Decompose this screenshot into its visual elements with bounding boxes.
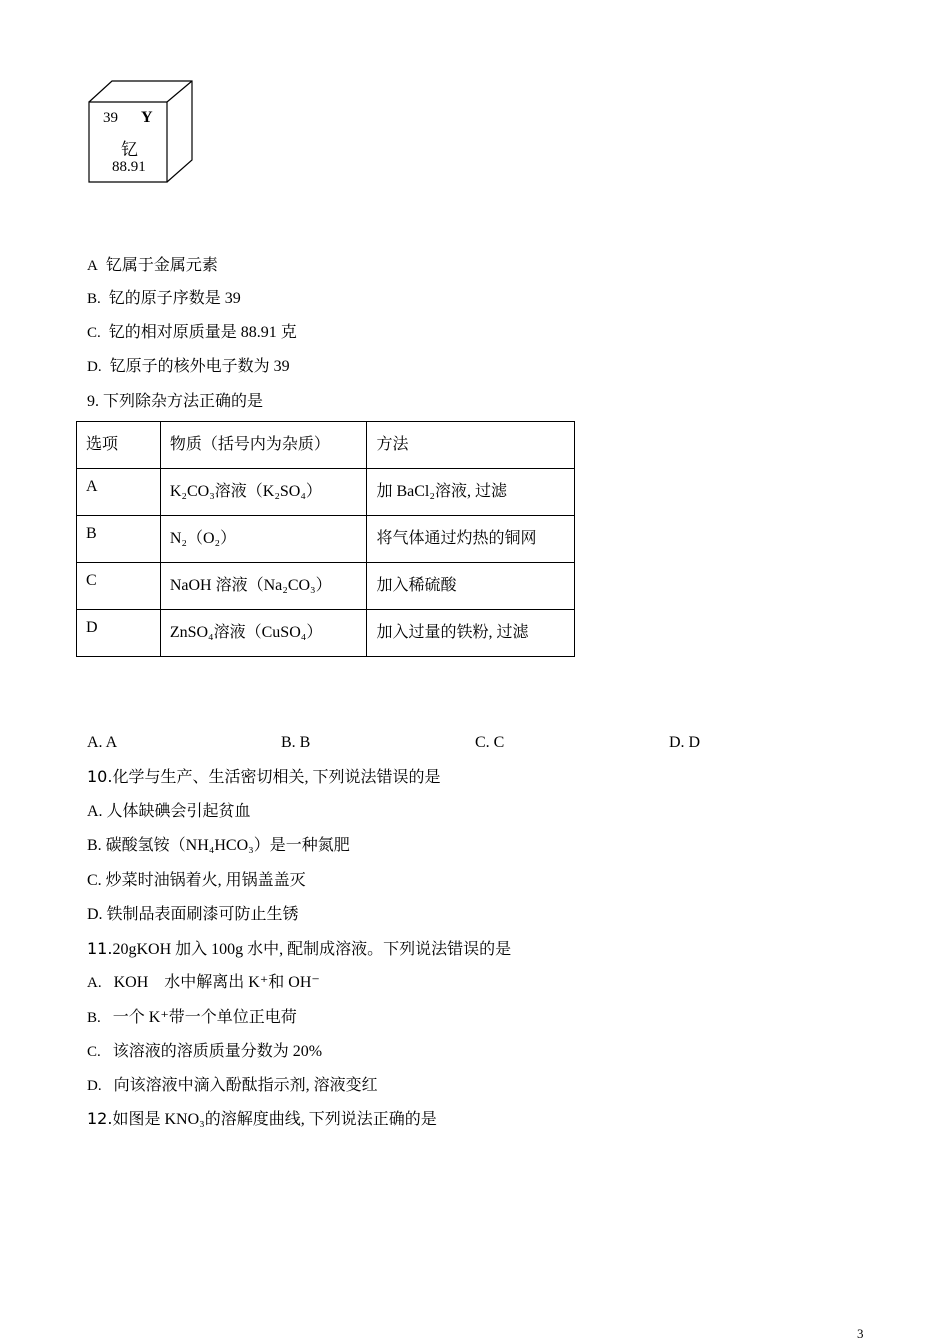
q11-option-d: D. 向该溶液中滴入酚酞指示剂, 溶液变红 xyxy=(87,1077,378,1094)
q11-option-b: B. 一个 K⁺带一个单位正电荷 xyxy=(87,1009,297,1026)
row-method: 加入稀硫酸 xyxy=(367,563,575,610)
table-row xyxy=(77,563,575,610)
q11-option-c: C. 该溶液的溶质质量分数为 20% xyxy=(87,1043,323,1060)
table-row xyxy=(77,516,575,563)
row-method: 加 BaCl₂溶液, 过滤 xyxy=(367,469,575,516)
row-substance: N₂（O₂） xyxy=(160,516,367,563)
q10-stem: 10.化学与生产、生活密切相关, 下列说法错误的是 xyxy=(87,767,441,786)
q10-option-d: D. 铁制品表面刷漆可防止生锈 xyxy=(87,906,299,923)
q9-table xyxy=(76,421,575,657)
q10-option-c: C. 炒菜时油锅着火, 用锅盖盖灭 xyxy=(87,872,306,889)
row-substance: K₂CO₃溶液（K₂SO₄） xyxy=(160,469,367,516)
element-symbol: Y xyxy=(141,109,153,126)
row-option: C xyxy=(77,563,161,610)
row-method: 将气体通过灼热的铜网 xyxy=(367,516,575,563)
q8-option-a: A 钇属于金属元素 xyxy=(87,257,218,274)
atomic-mass: 88.91 xyxy=(112,159,146,175)
element-card-yttrium xyxy=(86,80,196,186)
header-substance: 物质（括号内为杂质） xyxy=(160,422,367,469)
q9-answer-b: B. B xyxy=(281,734,311,751)
row-option: B xyxy=(77,516,161,563)
q9-answer-a: A. A xyxy=(87,734,118,751)
q8-option-c: C. 钇的相对原质量是 88.91 克 xyxy=(87,324,297,341)
q9-title: 9. 下列除杂方法正确的是 xyxy=(87,393,264,410)
q8-option-d: D. 钇原子的核外电子数为 39 xyxy=(87,358,290,375)
q10-option-b: B. 碳酸氢铵（NH₄HCO₃）是一种氮肥 xyxy=(87,837,350,854)
row-option: D xyxy=(77,610,161,657)
table-row xyxy=(77,469,575,516)
row-substance: NaOH 溶液（Na₂CO₃） xyxy=(160,563,367,610)
page-number: 3 xyxy=(857,1326,864,1341)
q9-answer-c: C. C xyxy=(475,734,505,751)
q10-option-a: A. 人体缺碘会引起贫血 xyxy=(87,803,251,820)
header-method: 方法 xyxy=(367,422,575,469)
row-option: A xyxy=(77,469,161,516)
row-substance: ZnSO₄溶液（CuSO₄） xyxy=(160,610,367,657)
table-header-row xyxy=(77,422,575,469)
q8-option-b: B. 钇的原子序数是 39 xyxy=(87,290,241,307)
element-name: 钇 xyxy=(121,140,138,159)
q9-answer-d: D. D xyxy=(669,734,701,751)
atomic-number: 39 xyxy=(103,110,118,126)
q12-stem: 12.如图是 KNO₃的溶解度曲线, 下列说法正确的是 xyxy=(87,1109,437,1128)
q11-stem: 11.20gKOH 加入 100g 水中, 配制成溶液。下列说法错误的是 xyxy=(87,939,512,958)
row-method: 加入过量的铁粉, 过滤 xyxy=(367,610,575,657)
q11-option-a: A. KOH 水中解离出 K⁺和 OH⁻ xyxy=(87,974,320,991)
table-row xyxy=(77,610,575,657)
header-option: 选项 xyxy=(77,422,161,469)
